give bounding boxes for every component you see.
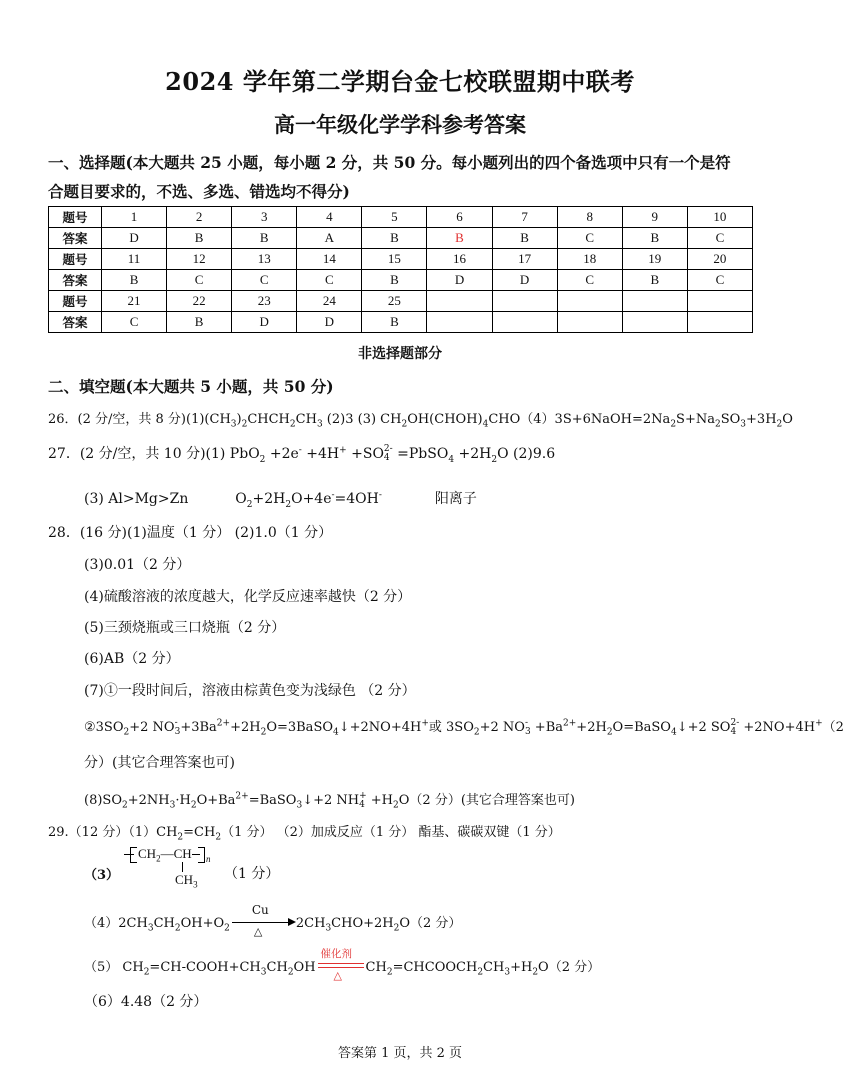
page-footer: 答案第 1 页，共 2 页 bbox=[337, 1046, 463, 1061]
arrow-head bbox=[288, 918, 296, 926]
heat-symbol: △ bbox=[333, 969, 343, 982]
table-cell: 2 bbox=[167, 207, 232, 228]
table-cell: B bbox=[362, 270, 427, 291]
section1-heading-line2: 合题目要求的，不选、多选、错选均不得分) bbox=[48, 182, 350, 201]
catalyst-cu: Cu bbox=[251, 903, 269, 917]
section1-heading-line1: 一、选择题(本大题共 25 小题，每小题 2 分，共 50 分。每小题列出的四个备选项中只有一个是符 bbox=[48, 153, 731, 172]
table-cell: B bbox=[362, 312, 427, 333]
q29-line2-label: （3） bbox=[84, 868, 120, 883]
table-cell: B bbox=[167, 228, 232, 249]
vertical-bond bbox=[182, 862, 183, 872]
table-cell: 4 bbox=[297, 207, 362, 228]
table-cell: 22 bbox=[167, 291, 232, 312]
label-num: 题号 bbox=[49, 249, 102, 270]
heat-symbol: △ bbox=[253, 925, 263, 938]
label-num: 题号 bbox=[49, 291, 102, 312]
table-cell: 15 bbox=[362, 249, 427, 270]
q28-line2: (3)0.01（2 分） bbox=[84, 557, 191, 573]
table-cell: 6 bbox=[427, 207, 492, 228]
table-cell: 16 bbox=[427, 249, 492, 270]
q27-answer-line2: (3) Al>Mg>Zn $O_2+2H_2O+4e^-=4OH^-$ 阳离子 bbox=[84, 490, 477, 510]
q28-line6: (7)①一段时间后，溶液由棕黄色变为浅绿色 （2 分） bbox=[84, 683, 416, 699]
table-cell: B bbox=[622, 228, 687, 249]
catalyst-label: 催化剂 bbox=[320, 948, 353, 960]
table-cell bbox=[687, 312, 752, 333]
reaction-arrow-cu bbox=[230, 903, 296, 938]
table-cell: 8 bbox=[557, 207, 622, 228]
table-cell bbox=[687, 291, 752, 312]
table-cell bbox=[622, 312, 687, 333]
arrow-shaft bbox=[232, 922, 290, 923]
table-cell bbox=[427, 291, 492, 312]
table-row-numbers-3 bbox=[49, 291, 753, 312]
table-cell: D bbox=[492, 270, 557, 291]
q26-answer: 26．(2 分/空，共 8 分)$(1)(CH_3)_2CHCH_2CH_3$ (2)3 (3) $CH_2OH(CHOH)_4CHO(4)3S+6NaOH=2Na_2S+Na_2SO_3+3H_2O$ bbox=[48, 412, 793, 430]
table-cell: B bbox=[622, 270, 687, 291]
table-cell: 1 bbox=[102, 207, 167, 228]
table-cell bbox=[492, 312, 557, 333]
polymer-backbone: $CH_2—CH$ bbox=[138, 846, 192, 864]
table-cell: 23 bbox=[232, 291, 297, 312]
bracket-right bbox=[198, 847, 205, 863]
table-cell: C bbox=[232, 270, 297, 291]
exam-subtitle: 高一年级化学学科参考答案 bbox=[274, 112, 526, 137]
table-cell: 13 bbox=[232, 249, 297, 270]
equilibrium-line-top bbox=[318, 963, 364, 964]
table-cell: 24 bbox=[297, 291, 362, 312]
table-row-numbers-2 bbox=[49, 249, 753, 270]
table-cell: C bbox=[557, 270, 622, 291]
q28-line8: 分）(其它合理答案也可) bbox=[84, 755, 235, 771]
bracket-bond-right bbox=[192, 854, 200, 855]
polymer-structure bbox=[120, 844, 220, 890]
table-cell: 21 bbox=[102, 291, 167, 312]
q29-line4: （5） $CH_2=CH-COOH+CH_3CH_2OH$ 催化剂 △ $CH_2=CHCOOCH_2CH_3+H_2O(2$ 分） bbox=[84, 948, 601, 982]
table-row-answers-1 bbox=[49, 228, 753, 249]
nonchoice-title: 非选择题部分 bbox=[358, 346, 442, 362]
label-ans: 答案 bbox=[49, 228, 102, 249]
section2-heading: 二、填空题(本大题共 5 小题，共 50 分) bbox=[48, 377, 334, 396]
label-ans: 答案 bbox=[49, 270, 102, 291]
q28-line4: (5)三颈烧瓶或三口烧瓶（2 分） bbox=[84, 620, 286, 636]
bracket-bond-left bbox=[124, 854, 134, 855]
table-row-answers-2 bbox=[49, 270, 753, 291]
label-num: 题号 bbox=[49, 207, 102, 228]
q28-line5: (6)AB（2 分） bbox=[84, 651, 180, 667]
table-cell: C bbox=[557, 228, 622, 249]
table-cell: 19 bbox=[622, 249, 687, 270]
table-cell: 7 bbox=[492, 207, 557, 228]
table-cell: B bbox=[167, 312, 232, 333]
bracket-left bbox=[130, 847, 137, 863]
table-cell: 10 bbox=[687, 207, 752, 228]
q29-line5: （6）4.48（2 分） bbox=[84, 994, 208, 1010]
table-cell: C bbox=[167, 270, 232, 291]
table-cell: 18 bbox=[557, 249, 622, 270]
table-row-numbers-1 bbox=[49, 207, 753, 228]
exam-title: 2024 学年第二学期台金七校联盟期中联考 bbox=[165, 67, 635, 96]
table-cell: B bbox=[232, 228, 297, 249]
table-cell: D bbox=[427, 270, 492, 291]
table-cell: C bbox=[687, 228, 752, 249]
q28-line7: $②3SO_2+2$ NO - 3 $+3Ba^{2+}+2H_2O=3BaSO_4↓+2NO+4H^+$或 $3SO_2+2$ NO - 3 $+Ba^{2+}+2H_2O=BaSO_4↓+2$ SO 2- 4 +2NO+4H+（2 bbox=[84, 717, 844, 738]
table-cell: A bbox=[297, 228, 362, 249]
table-cell: 11 bbox=[102, 249, 167, 270]
table-cell: B bbox=[492, 228, 557, 249]
label-ans: 答案 bbox=[49, 312, 102, 333]
table-cell: 17 bbox=[492, 249, 557, 270]
q27-answer-line1: 27．(2 分/空，共 10 分)(1) PbO$_2$ +2e- +4H+ +SO 2- 4 =PbSO$_4$ $+2H_2O$ (2)9.6 bbox=[48, 444, 556, 465]
table-cell: 9 bbox=[622, 207, 687, 228]
table-cell: C bbox=[297, 270, 362, 291]
table-cell: D bbox=[297, 312, 362, 333]
table-cell: B bbox=[362, 228, 427, 249]
table-cell: D bbox=[232, 312, 297, 333]
table-cell: 20 bbox=[687, 249, 752, 270]
table-cell: B bbox=[102, 270, 167, 291]
table-cell: 25 bbox=[362, 291, 427, 312]
answer-table bbox=[48, 206, 753, 333]
q28-line3: (4)硫酸溶液的浓度越大，化学反应速率越快（2 分） bbox=[84, 589, 412, 605]
table-cell bbox=[557, 312, 622, 333]
reaction-equilibrium-arrow bbox=[316, 948, 366, 982]
q28-line9: $(8)SO_2+2NH_3\cdot H_2O+Ba^{2+}=BaSO_3↓+2$ NH + 4 $+H_2O(2$ 分）(其它合理答案也可) bbox=[84, 790, 575, 811]
q29-line1: 29.（12 分）$(1)CH_2=CH_2(1$ 分） （2）加成反应（1 分） 酯基、碳碳双键（1 分） bbox=[48, 825, 561, 843]
table-cell bbox=[492, 291, 557, 312]
table-cell: D bbox=[102, 228, 167, 249]
q29-line2-score: （1 分） bbox=[224, 866, 280, 882]
table-cell bbox=[557, 291, 622, 312]
table-cell: 12 bbox=[167, 249, 232, 270]
table-row-answers-3 bbox=[49, 312, 753, 333]
q29-line3: $(4)2CH_3CH_2OH+O_2$ Cu △ $2CH_3CHO+2H_2O(2$ 分） bbox=[84, 903, 462, 938]
equilibrium-line-bottom bbox=[318, 967, 364, 968]
table-cell: C bbox=[102, 312, 167, 333]
polymer-n: n bbox=[206, 854, 211, 864]
table-cell bbox=[427, 312, 492, 333]
table-cell bbox=[622, 291, 687, 312]
polymer-methyl: $CH_3$ bbox=[175, 872, 198, 890]
table-cell: C bbox=[687, 270, 752, 291]
table-cell: 5 bbox=[362, 207, 427, 228]
table-cell: 14 bbox=[297, 249, 362, 270]
table-cell-highlighted: B bbox=[427, 228, 492, 249]
q28-line1: 28．(16 分)(1)温度（1 分） (2)1.0（1 分） bbox=[48, 525, 333, 541]
table-cell: 3 bbox=[232, 207, 297, 228]
